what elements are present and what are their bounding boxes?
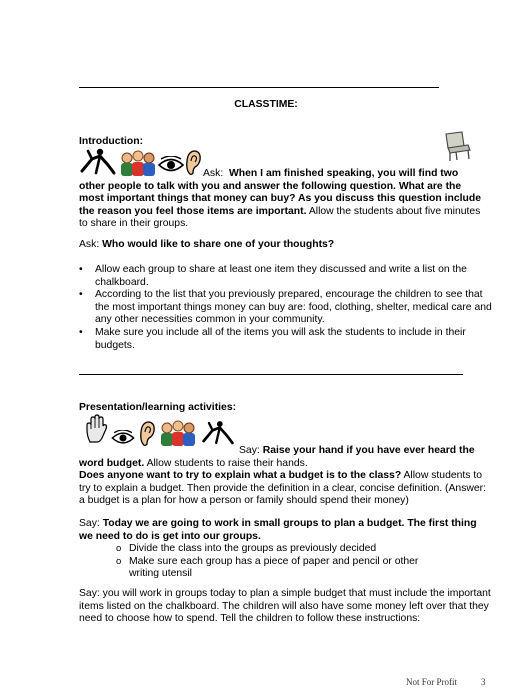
eye-icon	[110, 430, 136, 446]
presentation-instructions: Say: you will work in groups today to plan a simple budget that must include the important items listed on the chalkboard. The children will also have some money left over that they need to choose how to spend. Tell the children to follow these instructions:	[79, 588, 491, 625]
list-item: • Make sure you include all of the items you will ask the students to include in their budgets.	[79, 327, 493, 352]
top-divider	[79, 87, 439, 88]
hand-icon	[84, 414, 108, 444]
intro-bullet-list	[79, 264, 493, 352]
classtime-title: CLASSTIME:	[234, 99, 298, 110]
presentation-say-paragraph: Say: Raise your hand if you have ever heard the word budget. Allow students to raise their hands. Does anyone want to try to explain what a budget is to the class? Allow students to try to explain a budget. Then provide the definition in a clear, concise definition. (Answer: a budget is a plan for how a person or family should spend their money)	[79, 445, 487, 507]
chair-icon	[442, 130, 472, 162]
list-item: o Divide the class into the groups as previously decided	[116, 543, 446, 556]
intro-heading: Introduction:	[79, 136, 144, 147]
intro-ask-line: Ask: Who would like to share one of your thoughts?	[79, 239, 335, 250]
intro-paragraph: Ask: When I am finished speaking, you will find two other people to talk with you and answer the following question. What are the most important things that money can buy? As you discuss this question include the reason you feel those items are important. Allow the students about five minutes to share in their groups.	[79, 168, 482, 230]
ear-icon	[138, 420, 156, 448]
stretching-figure-icon	[200, 418, 236, 448]
middle-divider	[79, 374, 463, 375]
list-item: o Make sure each group has a piece of paper and pencil or other writing utensil	[116, 556, 446, 581]
list-item: • According to the list that you previously prepared, encourage the children to see that the most important things money can buy are: food, clothing, shelter, medical care and any other necessities common in your community.	[79, 289, 493, 327]
footer-text: Not For Profit	[406, 677, 458, 687]
presentation-heading: Presentation/learning activities:	[79, 402, 237, 413]
page-number: 3	[481, 677, 486, 687]
list-item: • Allow each group to share at least one item they discussed and write a list on the chalkboard.	[79, 264, 493, 289]
group-setup-list	[116, 543, 446, 581]
presentation-say-groups: Say: Today we are going to work in small groups to plan a budget. The first thing we need to do is get into our groups.	[79, 518, 477, 542]
